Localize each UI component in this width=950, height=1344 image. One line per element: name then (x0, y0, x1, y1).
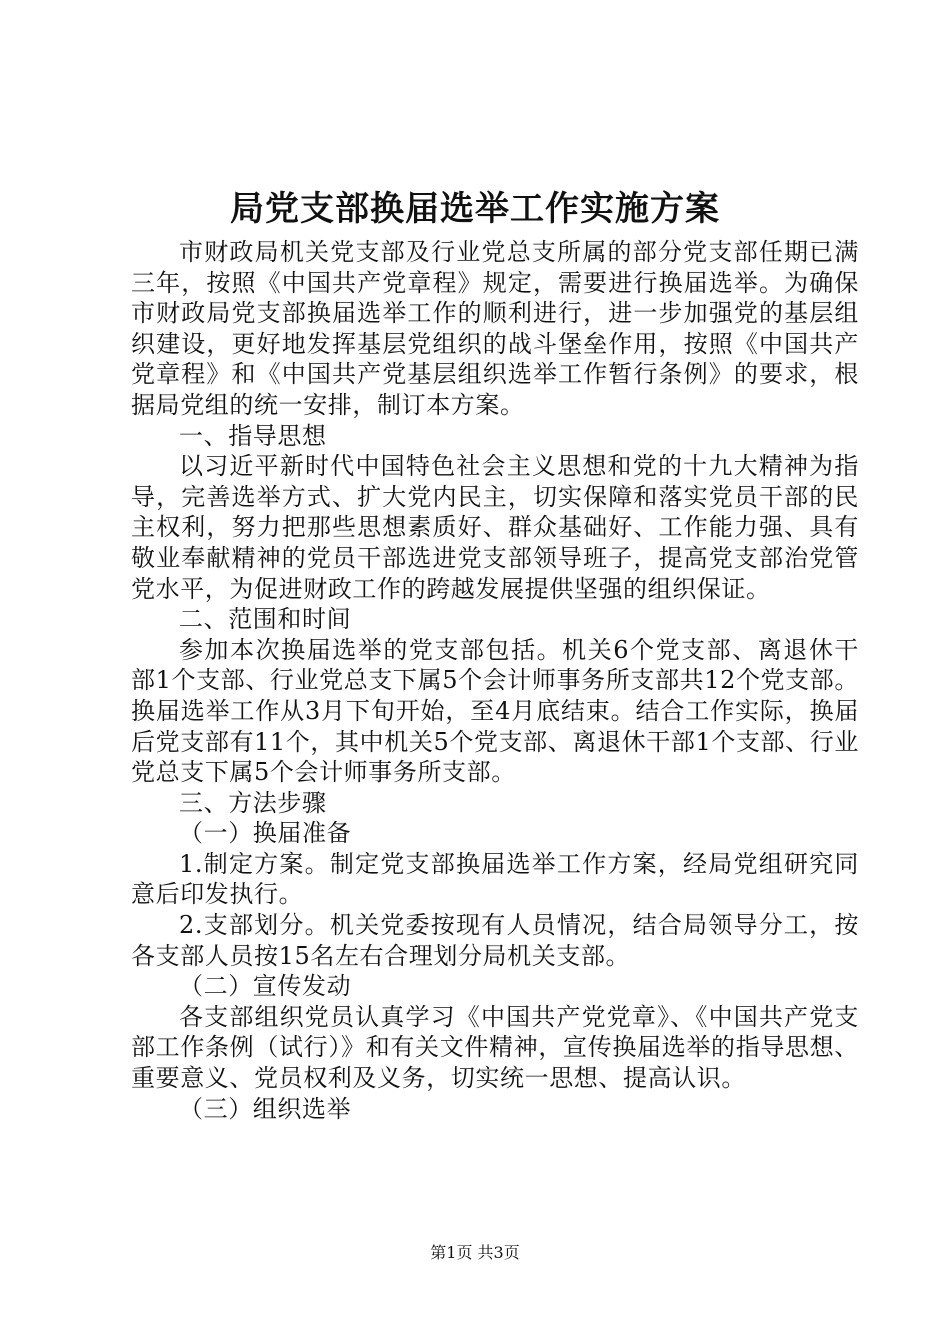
paragraph-step-2: 2.支部划分。机关党委按现有人员情况，结合局领导分工，按各支部人员按15名左右合理划分局机关支部。 (131, 911, 859, 970)
heading-methods-steps: 三、方法步骤 (179, 788, 327, 817)
paragraph-intro: 市财政局机关党支部及行业党总支所属的部分党支部任期已满三年，按照《中国共产党章程》规定，需要进行换届选举。为确保市财政局党支部换届选举工作的顺利进行，进一步加强党的基层组织建设，更好地发挥基层党组织的战斗堡垒作用，按照《中国共产党章程》和《中国共产党基层组织选举工作暂行条例》的要求，根据局党组的统一安排，制订本方案。 (131, 238, 859, 419)
document-title: 局党支部换届选举工作实施方案 (230, 189, 720, 229)
heading-scope-time: 二、范围和时间 (179, 605, 352, 634)
subheading-preparation: （一）换届准备 (179, 819, 352, 848)
paragraph-publicity: 各支部组织党员认真学习《中国共产党党章》、《中国共产党支部工作条例（试行）》和有关文件精神，宣传换届选举的指导思想、重要意义、党员权利及义务，切实统一思想、提高认识。 (131, 1002, 859, 1093)
page-number: 第1页 共3页 (430, 1243, 520, 1262)
subheading-publicity: （二）宣传发动 (179, 972, 352, 1001)
heading-guiding-thought: 一、指导思想 (179, 421, 327, 450)
paragraph-step-1: 1.制定方案。制定党支部换届选举工作方案，经局党组研究同意后印发执行。 (131, 849, 859, 909)
paragraph-guiding-thought: 以习近平新时代中国特色社会主义思想和党的十九大精神为指导，完善选举方式、扩大党内民主，切实保障和落实党员干部的民主权利，努力把那些思想素质好、群众基础好、工作能力强、具有敬业奉献精神的党员干部选进党支部领导班子，提高党支部治党管党水平，为促进财政工作的跨越发展提供坚强的组织保证。 (131, 452, 859, 603)
subheading-organize-election: （三）组织选举 (179, 1094, 352, 1123)
paragraph-scope-time: 参加本次换届选举的党支部包括。机关6个党支部、离退休干部1个支部、行业党总支下属5个会计师事务所支部共12个党支部。换届选举工作从3月下旬开始，至4月底结束。结合工作实际，换届后党支部有11个，其中机关5个党支部、离退休干部1个支部、行业党总支下属5个会计师事务所支部。 (131, 635, 859, 787)
document-body (131, 237, 859, 1124)
